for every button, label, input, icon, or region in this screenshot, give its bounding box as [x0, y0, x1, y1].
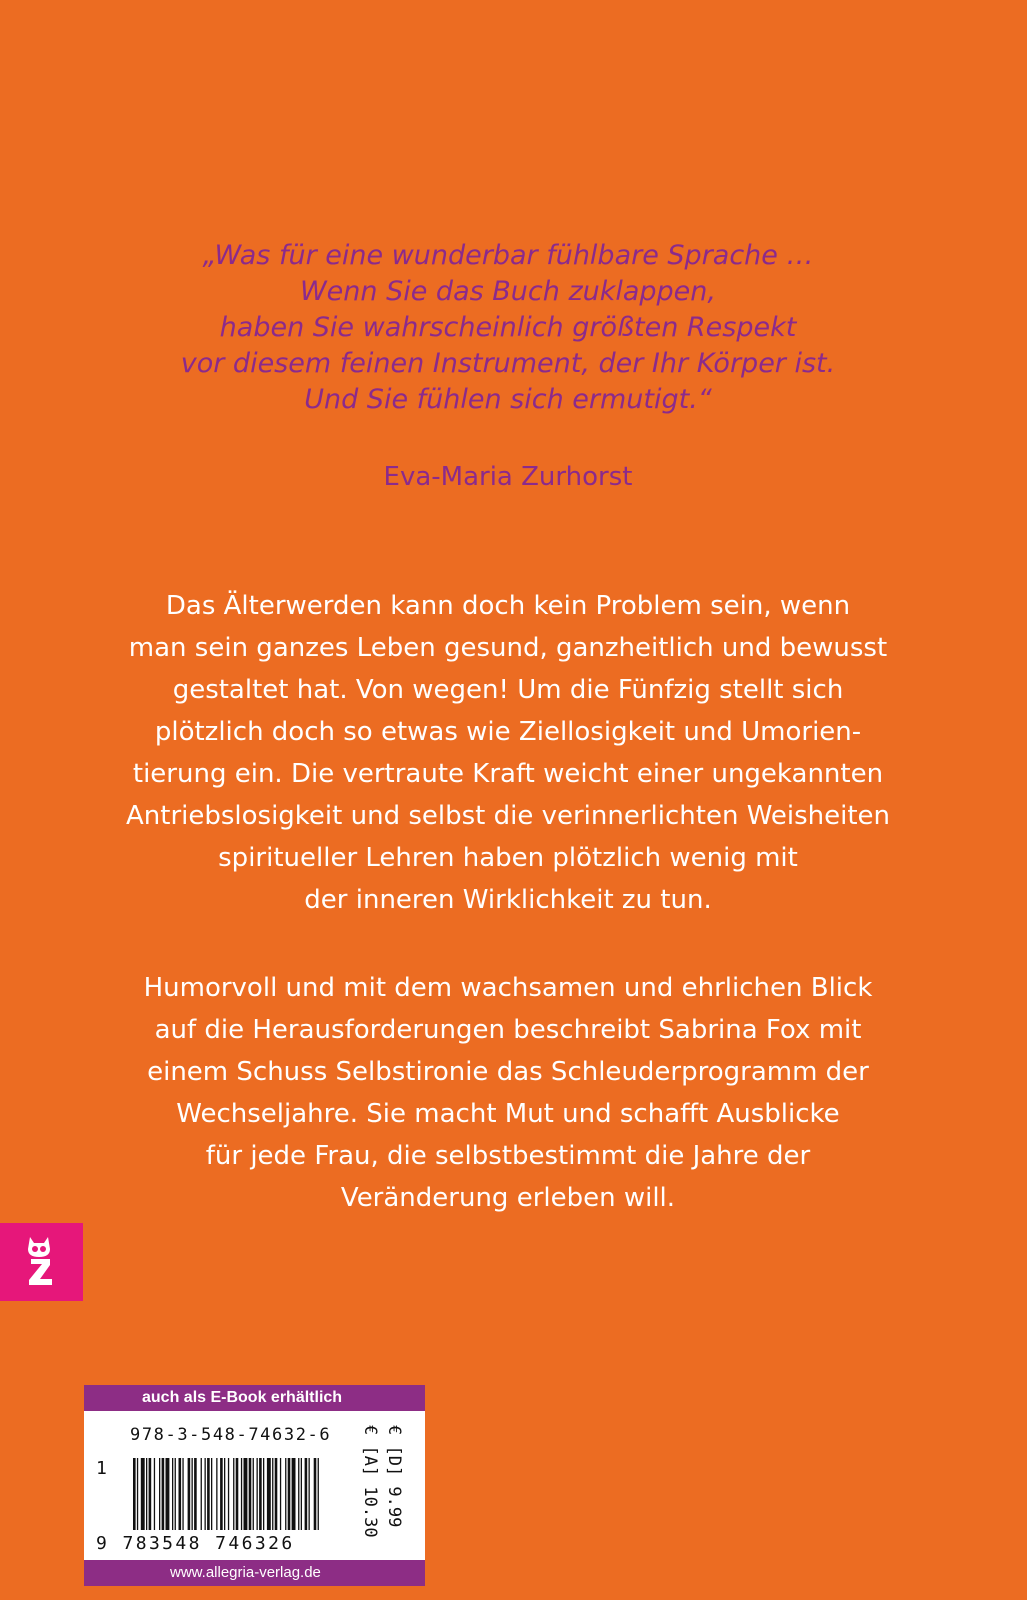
barcode-bar: [298, 1458, 299, 1530]
barcode-bar: [249, 1458, 252, 1530]
barcode-bar: [133, 1458, 136, 1530]
barcode-bar: [175, 1458, 176, 1530]
barcode-bar: [253, 1458, 254, 1530]
barcode-bar: [179, 1458, 182, 1530]
barcode-bar: [141, 1458, 145, 1530]
barcode-bar: [228, 1458, 229, 1530]
barcode-bar: [137, 1458, 138, 1530]
price-germany: € [D] 9.99: [384, 1425, 404, 1528]
isbn-number: 978-3-548-74632-6: [130, 1425, 332, 1445]
barcode-bar: [154, 1458, 155, 1530]
price-austria: € [A] 10.30: [360, 1425, 380, 1538]
blurb-line: Wechseljahre. Sie macht Mut und schafft Ausblicke: [176, 1099, 840, 1129]
barcode-bar: [275, 1458, 278, 1530]
barcode-bar: [146, 1458, 147, 1530]
barcode-bar: [272, 1458, 273, 1530]
barcode-bar: [182, 1458, 183, 1530]
ean-digits: 9 783548 746326: [96, 1533, 295, 1554]
barcode-bar: [207, 1458, 210, 1530]
barcode-bar: [263, 1458, 264, 1530]
blurb-line: der inneren Wirklichkeit zu tun.: [304, 885, 712, 915]
barcode-bar: [288, 1458, 291, 1530]
barcode-bar: [216, 1458, 217, 1530]
barcode-bar: [224, 1458, 225, 1530]
barcode-bar: [292, 1458, 296, 1530]
barcode-bar: [314, 1458, 317, 1530]
barcode-bar: [318, 1458, 319, 1530]
barcode-label: [84, 1385, 425, 1586]
barcode-bar: [159, 1458, 160, 1530]
barcode-bar: [201, 1458, 202, 1530]
barcode-bar: [233, 1458, 234, 1530]
barcode-bar: [205, 1458, 206, 1530]
quote-block: [0, 238, 1016, 418]
blurb-line: plötzlich doch so etwas wie Ziellosigkeit und Umorien-: [154, 717, 862, 747]
blurb-line: spiritueller Lehren haben plötzlich wenig mit: [218, 843, 798, 873]
barcode-bar: [172, 1458, 173, 1530]
blurb-line: Veränderung erleben will.: [340, 1183, 676, 1213]
barcode-bar: [305, 1458, 308, 1530]
barcode-bar: [244, 1458, 248, 1530]
blurb-paragraph-1: [0, 585, 1016, 921]
quote-line: Und Sie fühlen sich ermutigt.“: [304, 384, 712, 415]
publisher-logo: [0, 1223, 83, 1301]
quote-line: „Was für eine wunderbar fühlbare Sprache …: [202, 240, 814, 271]
barcode-bar: [301, 1458, 302, 1530]
quote-line: haben Sie wahrscheinlich größten Respekt: [219, 312, 797, 343]
owl-logo-icon: [0, 1223, 83, 1301]
barcode-bars: [133, 1458, 323, 1538]
barcode-bar: [194, 1458, 197, 1530]
publisher-website: www.allegria-verlag.de: [84, 1560, 425, 1586]
barcode-bar: [267, 1458, 271, 1530]
blurb-line: für jede Frau, die selbstbestimmt die Jahre der: [205, 1141, 811, 1171]
quote-line: vor diesem feinen Instrument, der Ihr Körper ist.: [180, 348, 836, 379]
barcode-bar: [149, 1458, 152, 1530]
blurb-line: gestaltet hat. Von wegen! Um die Fünfzig stellt sich: [172, 675, 844, 705]
barcode-bar: [280, 1458, 281, 1530]
barcode-bar: [309, 1458, 310, 1530]
barcode-bar: [192, 1458, 193, 1530]
blurb-line: Humorvoll und mit dem wachsamen und ehrlichen Blick: [143, 973, 873, 1003]
blurb-line: einem Schuss Selbstironie das Schleuderprogramm der: [147, 1057, 869, 1087]
blurb-line: tierung ein. Die vertraute Kraft weicht einer ungekannten: [132, 759, 884, 789]
barcode-lead-digit: 1: [96, 1458, 107, 1479]
barcode-bar: [162, 1458, 165, 1530]
barcode-bar: [236, 1458, 239, 1530]
barcode-bar: [188, 1458, 191, 1530]
blurb-line: man sein ganzes Leben gesund, ganzheitlich und bewusst: [128, 633, 888, 663]
blurb-line: Das Älterwerden kann doch kein Problem sein, wenn: [165, 591, 851, 621]
ebook-note: auch als E-Book erhältlich: [84, 1385, 425, 1411]
barcode-bar: [285, 1458, 286, 1530]
barcode-bar: [257, 1458, 258, 1530]
barcode-bar: [211, 1458, 212, 1530]
barcode-bar: [166, 1458, 170, 1530]
quote-author: Eva-Maria Zurhorst: [383, 462, 633, 492]
barcode-bar: [220, 1458, 223, 1530]
blurb-line: auf die Herausforderungen beschreibt Sabrina Fox mit: [154, 1015, 862, 1045]
blurb-paragraph-2: [0, 967, 1016, 1219]
blurb-line: Antriebslosigkeit und selbst die verinnerlichten Weisheiten: [125, 801, 891, 831]
barcode-bar: [241, 1458, 242, 1530]
quote-line: Wenn Sie das Buch zuklappen,: [299, 276, 716, 307]
barcode-bar: [259, 1458, 262, 1530]
